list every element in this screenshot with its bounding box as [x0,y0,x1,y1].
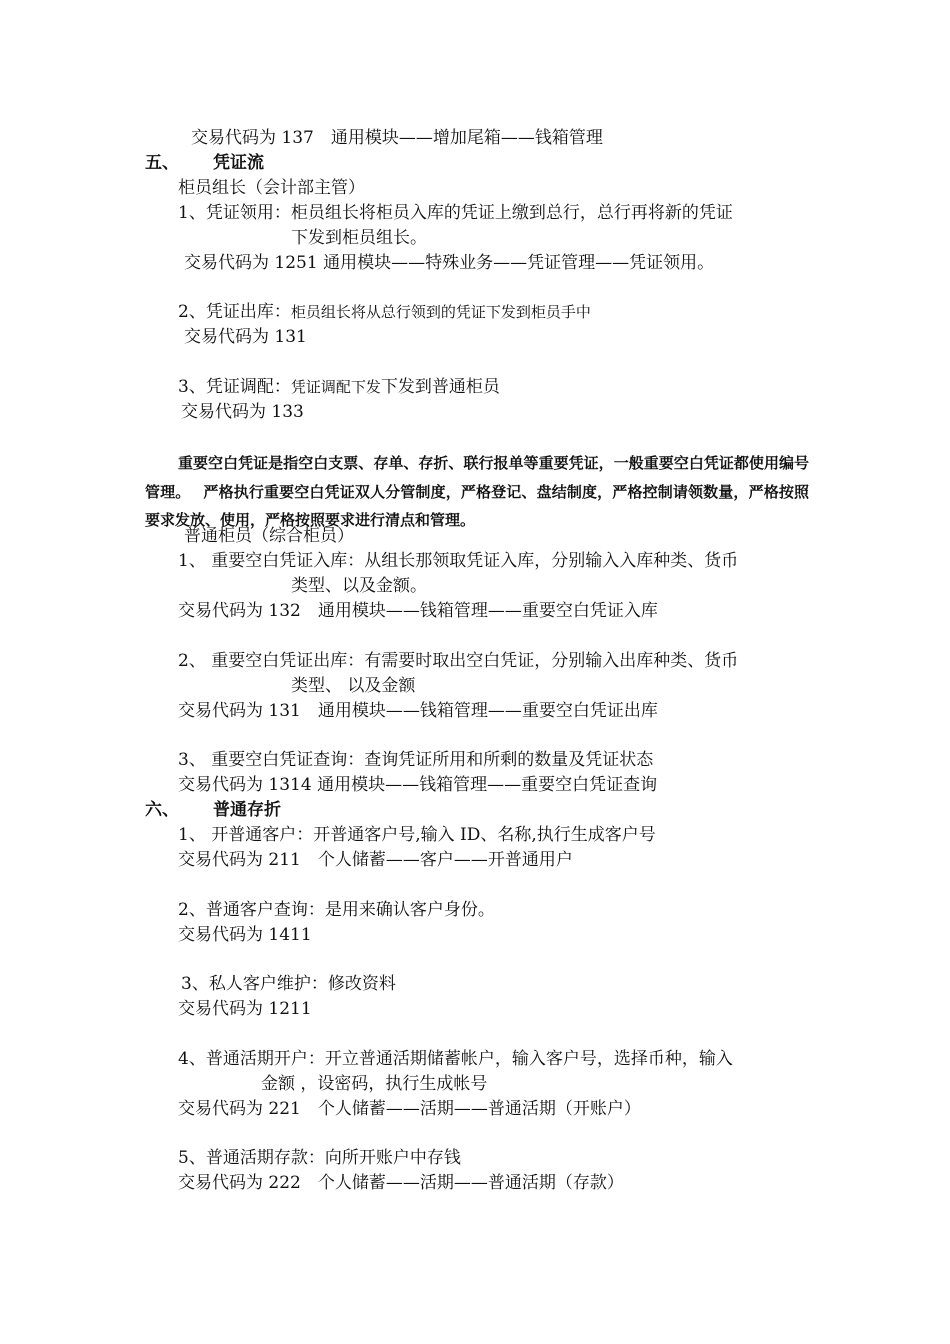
text-line: 金额 ，设密码，执行生成帐号 [261,1074,488,1094]
item-text: 下发到普通柜员 [380,377,500,397]
text-line: 交易代码为 131 [184,327,307,347]
text-line: 普通柜员（综合柜员） [184,526,354,546]
text-line: 交易代码为 221 个人储蓄——活期——普通活期（开账户） [178,1099,641,1119]
text-line: 下发到柜员组长。 [291,228,427,248]
text-line [178,300,591,324]
text-line: 1、凭证领用：柜员组长将柜员入库的凭证上缴到总行，总行再将新的凭证 [178,203,733,223]
text-line: 交易代码为 1211 [178,999,312,1019]
item-text: 凭证调配下发 [290,378,381,396]
section-number: 六、 [145,800,179,820]
item-label: 2、凭证出库： [178,302,291,322]
text-line: 交易代码为 133 [181,402,304,422]
text-line: 1、 开普通客户：开普通客户号,输入 ID、名称,执行生成客户号 [178,825,656,845]
section-title: 凭证流 [213,153,264,173]
text-line: 交易代码为 222 个人储蓄——活期——普通活期（存款） [178,1173,624,1193]
text-line: 3、 重要空白凭证查询：查询凭证所用和所剩的数量及凭证状态 [178,750,654,770]
text-line: 4、普通活期开户：开立普通活期储蓄帐户，输入客户号，选择币种，输入 [178,1049,733,1069]
text-line: 类型、 以及金额 [291,676,416,696]
text-line: 交易代码为 1411 [178,925,312,945]
text-line: 交易代码为 137 通用模块——增加尾箱——钱箱管理 [191,128,603,148]
text-line: 2、 重要空白凭证出库：有需要时取出空白凭证，分别输入出库种类、货币 [178,651,739,671]
item-label: 3、凭证调配： [178,377,291,397]
text-line: 交易代码为 1314 通用模块——钱箱管理——重要空白凭证查询 [178,775,658,795]
item-text: 柜员组长将从总行领到的凭证下发到柜员手中 [290,303,591,321]
text-line: 交易代码为 1251 通用模块——特殊业务——凭证管理——凭证领用。 [184,253,715,273]
text-line: 柜员组长（会计部主管） [178,178,365,198]
bold-paragraph: 重要空白凭证是指空白支票、存单、存折、联行报单等重要凭证，一般重要空白凭证都使用编号管理。 严格执行重要空白凭证双人分管制度，严格登记、盘结制度，严格控制请领数量，严格按照要求发放、使用，严格按照要求进行清点和管理。 [145,454,809,529]
text-line: 1、 重要空白凭证入库：从组长那领取凭证入库，分别输入入库种类、货币 [178,551,739,571]
section-title: 普通存折 [213,800,281,820]
text-line: 交易代码为 131 通用模块——钱箱管理——重要空白凭证出库 [178,701,658,721]
text-line: 类型、以及金额。 [291,576,427,596]
text-line: 交易代码为 132 通用模块——钱箱管理——重要空白凭证入库 [178,601,658,621]
text-line: 3、私人客户维护：修改资料 [181,974,396,994]
text-line: 交易代码为 211 个人储蓄——客户——开普通用户 [178,850,573,870]
text-line [178,375,500,399]
text-line: 2、普通客户查询：是用来确认客户身份。 [178,900,495,920]
text-line: 5、普通活期存款：向所开账户中存钱 [178,1148,461,1168]
section-number: 五、 [145,153,179,173]
